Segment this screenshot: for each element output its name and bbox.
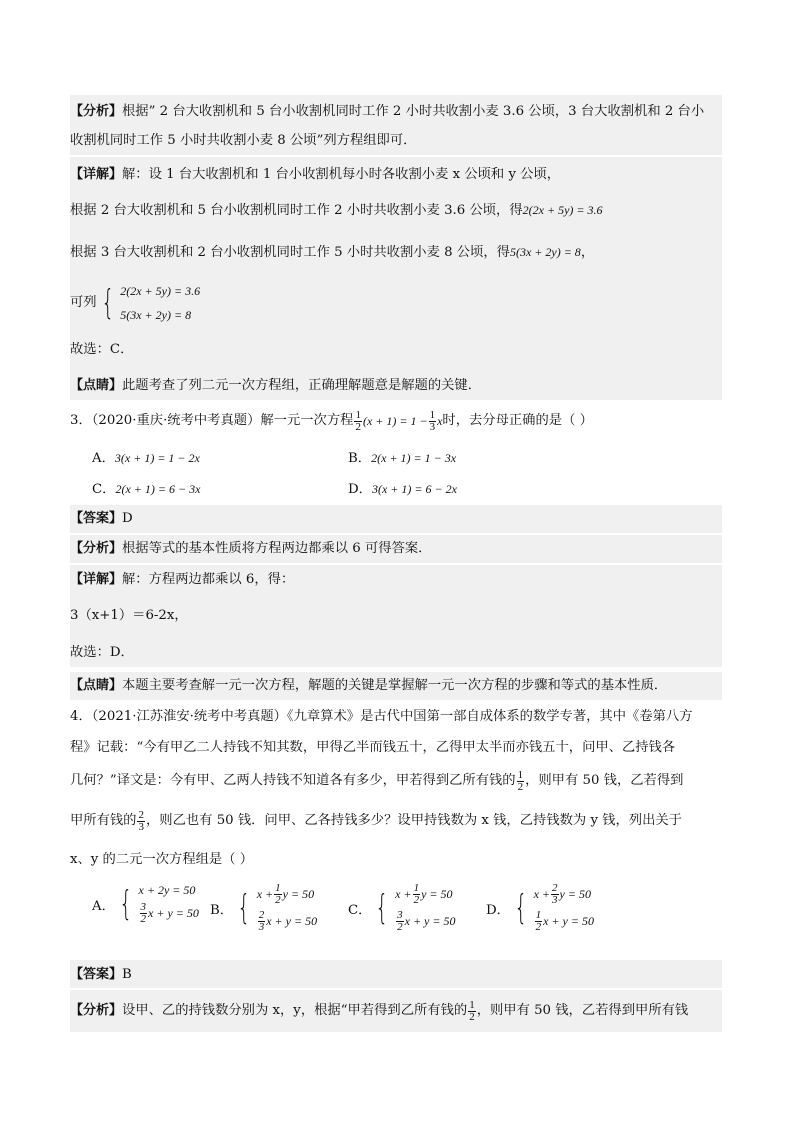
q4-option-b[interactable]: B． { x + $\frac{1}{2}$ y = 50 $\frac{2}{3}$ x + y = 50: [210, 882, 318, 933]
q3-option-c[interactable]: C．2(x + 1) = 6 − 3x: [92, 482, 201, 497]
fraction-two-thirds: $\frac{2}{3}$: [138, 808, 144, 833]
q2-equation-system: 可列 { 2(2x + 5y) = 3.6 5(3x + 2y) = 8: [70, 283, 201, 323]
q3-detail: 【详解】解：方程两边都乘以 6，得：: [70, 572, 295, 587]
q4-answer: 【答案】B: [70, 967, 132, 982]
q3-answer: 【答案】D: [70, 511, 133, 526]
q2-detail-line1: 【详解】解：设 1 台大收割机和 1 台小收割机每小时各收割小麦 x 公顷和 y 公顷，: [70, 167, 561, 182]
q4-stem-line2: 程》记载：“今有甲乙二人持钱不知其数，甲得乙半而钱五十，乙得甲太半而亦钱五十，问甲、乙持钱各: [70, 740, 676, 755]
q4-stem-line3: 几何？”译文是：今有甲、乙两人持钱不知道各有多少，甲若得到乙所有钱的 $\frac{1}{2}$ ，则甲有 50 钱，乙若得到: [70, 768, 684, 793]
q2-choose: 故选：C．: [70, 342, 134, 357]
q3-option-d[interactable]: D．3(x + 1) = 6 − 2x: [348, 482, 457, 497]
q4-stem-line4: 甲所有钱的 $\frac{2}{3}$ ，则乙也有 50 钱．问甲、乙各持钱多少？设甲持钱数为 x 钱，乙持钱数为 y 钱，列出关于: [70, 808, 682, 833]
q3-comment: 【点睛】本题主要考查解一元一次方程，解题的关键是掌握解一元一次方程的步骤和等式的基本性质．: [70, 678, 668, 693]
q3-step: 3（x+1）＝6-2x，: [70, 608, 188, 623]
q3-option-b[interactable]: B．2(x + 1) = 1 − 3x: [348, 451, 457, 466]
q3-stem: 3．（2020·重庆·统考中考真题）解一元一次方程 $\frac{1}{2}$ (x + 1) = 1 − $\frac{1}{3}$ x 时，去分母正确的是（ ）: [70, 408, 593, 433]
fraction-third: $\frac{1}{3}$: [429, 408, 436, 433]
q4-option-d[interactable]: D． { x + $\frac{2}{3}$ y = 50 $\frac{1}{2}$ x + y = 50: [486, 882, 594, 933]
q4-option-c[interactable]: C． { x + $\frac{1}{2}$ y = 50 $\frac{3}{2}$ x + y = 50: [348, 882, 456, 933]
q4-option-a[interactable]: A． { x + 2y = 50 $\frac{3}{2}$ x + y = 50: [92, 883, 199, 925]
q2-analysis-line2: 收割机同时工作 5 小时共收割小麦 8 公顷”列方程组即可．: [70, 133, 417, 148]
q4-stem-line5: x、y 的二元一次方程组是（ ）: [70, 852, 254, 867]
q3-choose: 故选：D．: [70, 645, 134, 660]
fraction-half: $\frac{1}{2}$: [469, 998, 475, 1023]
q2-detail-line3: 根据 3 台大收割机和 2 台小收割机同时工作 5 小时共收割小麦 8 公顷，得5(3x + 2y) = 8，: [70, 245, 595, 260]
fraction-half: $\frac{1}{2}$: [355, 408, 361, 433]
q2-detail-line2: 根据 2 台大收割机和 5 台小收割机同时工作 2 小时共收割小麦 3.6 公顷，得2(2x + 5y) = 3.6: [70, 203, 603, 218]
q3-analysis: 【分析】根据等式的基本性质将方程两边都乘以 6 可得答案．: [70, 541, 432, 556]
q4-analysis: 【分析】 设甲、乙的持钱数分别为 x，y，根据“甲若得到乙所有钱的 $\frac{1}{2}$ ，则甲有 50 钱，乙若得到甲所有钱: [70, 998, 689, 1023]
q2-analysis-line1: 【分析】根据” 2 台大收割机和 5 台小收割机同时工作 2 小时共收割小麦 3.6 公顷，3 台大收割机和 2 台小: [70, 104, 705, 119]
equation-system: { 2(2x + 5y) = 3.6 5(3x + 2y) = 8: [100, 283, 201, 323]
fraction-half: $\frac{1}{2}$: [517, 768, 524, 793]
q2-comment: 【点睛】此题考查了列二元一次方程组，正确理解题意是解题的关键．: [70, 378, 482, 393]
q4-stem-line1: 4．（2021·江苏淮安·统考中考真题）《九章算术》是古代中国第一部自成体系的数学专著，其中《卷第八方: [70, 709, 693, 724]
q3-option-a[interactable]: A．3(x + 1) = 1 − 2x: [92, 451, 200, 466]
left-brace: {: [100, 283, 114, 323]
